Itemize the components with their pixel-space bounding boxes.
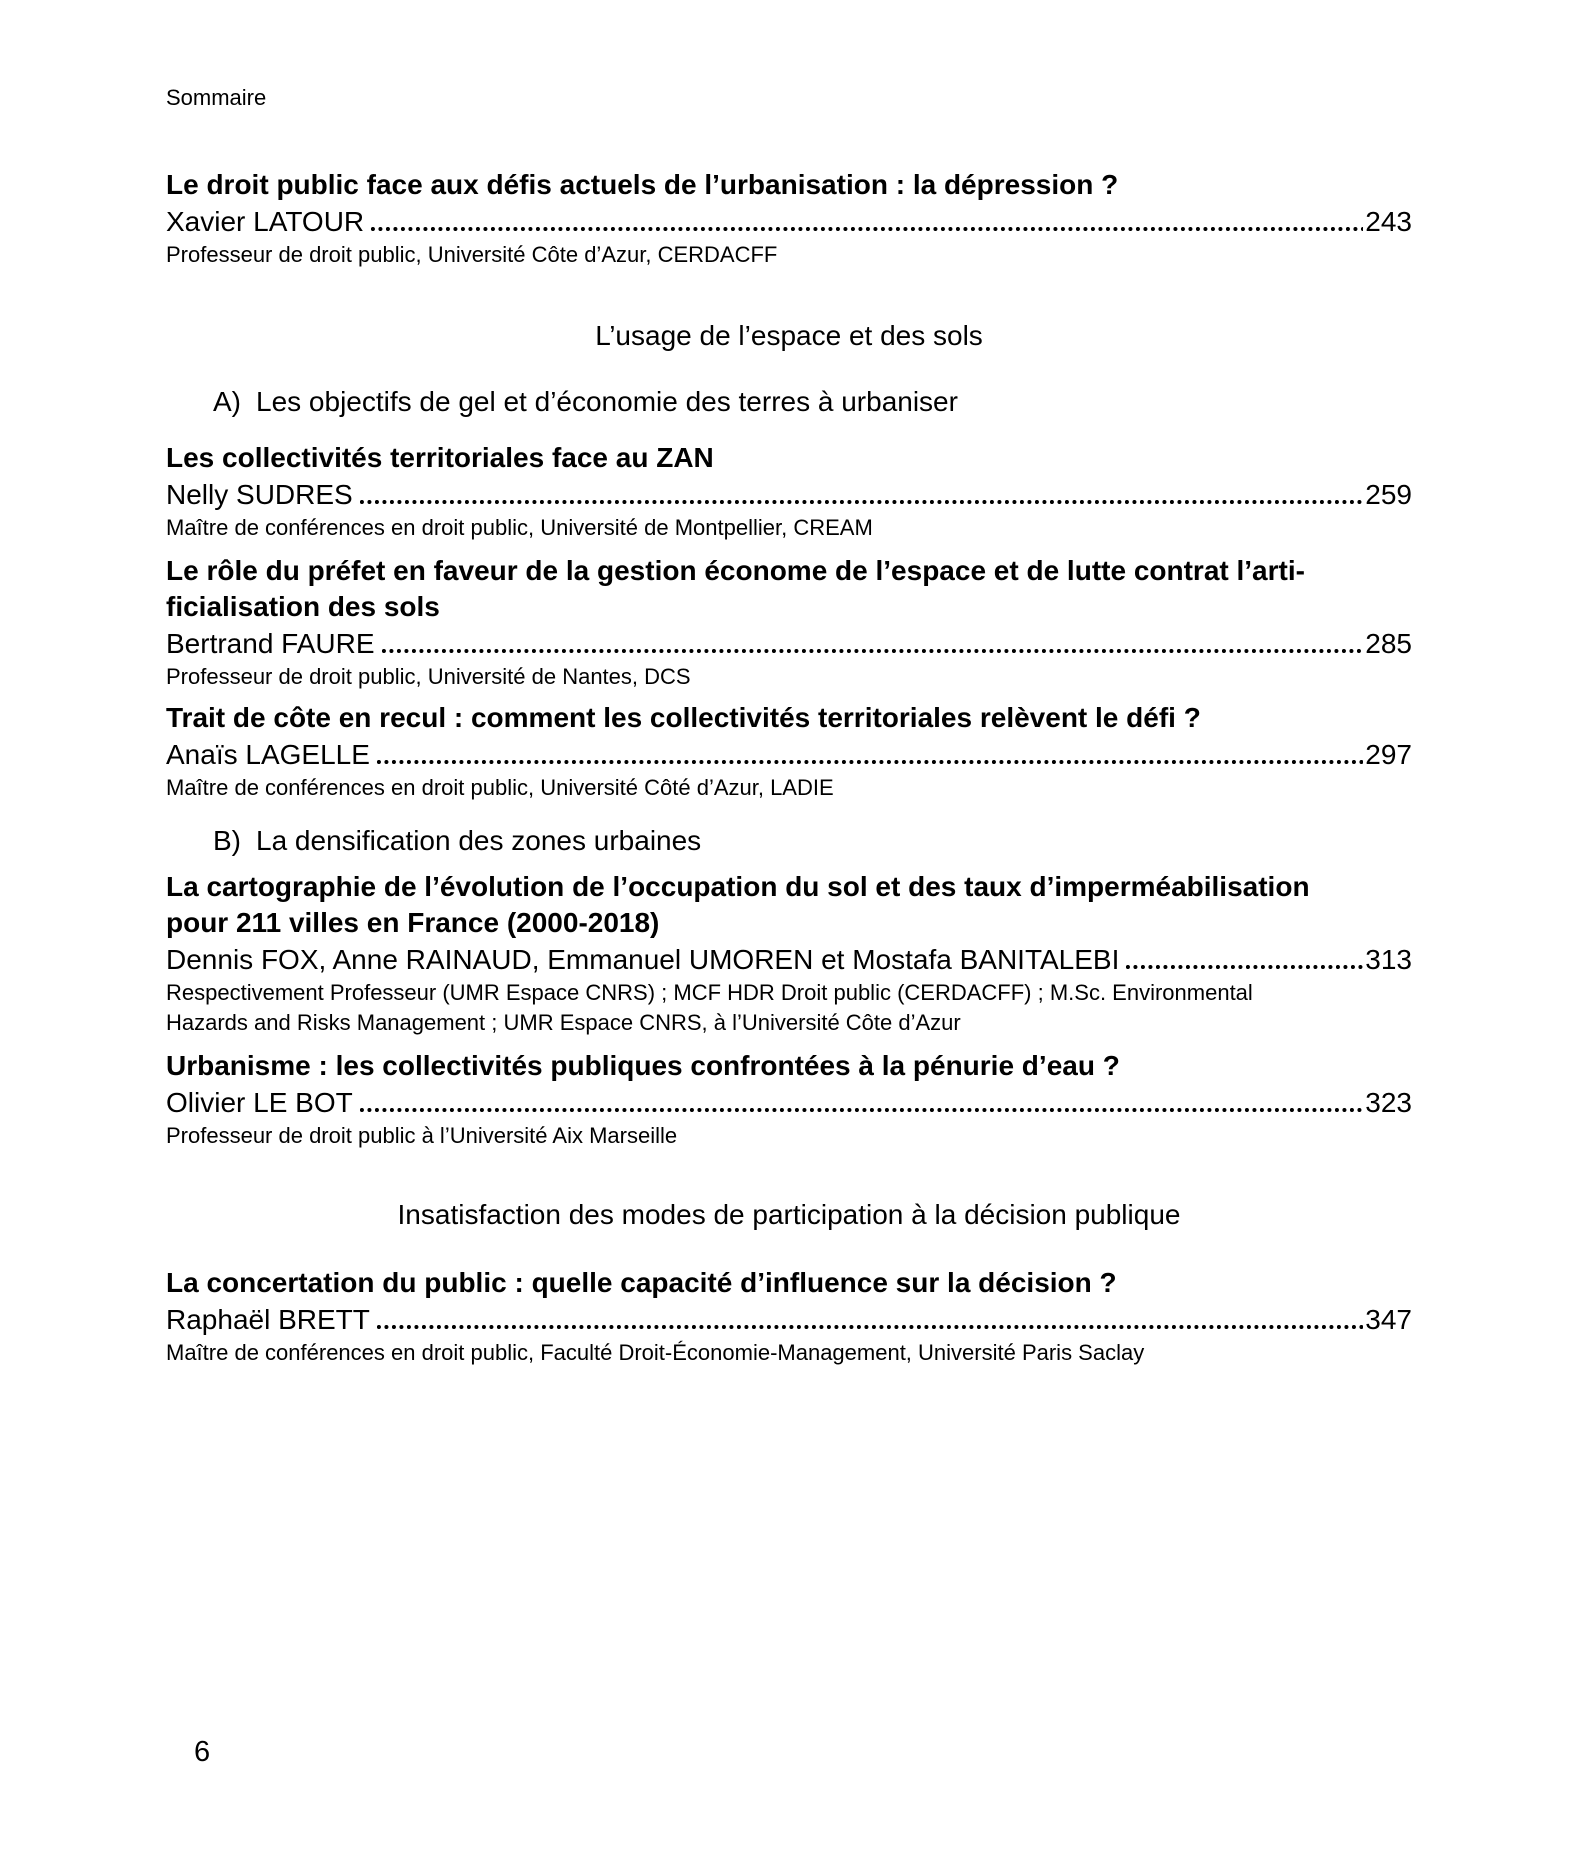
toc-entry: [166, 700, 1412, 803]
subsection-label: B): [213, 825, 241, 856]
toc-entry: [166, 1048, 1412, 1151]
toc-entry-title-line-2: pour 211 villes en France (2000-2018): [166, 907, 660, 938]
dot-leader: [360, 500, 1364, 504]
toc-entry-page-number: 259: [1365, 479, 1412, 510]
toc-entry-title-line-2: ficialisation des sols: [166, 591, 440, 622]
toc-entry-author: Bertrand FAURE: [166, 628, 375, 659]
toc-entry-affiliation: Professeur de droit public à l’Université Aix Marseille: [166, 1123, 678, 1148]
toc-entry-author-line: [166, 941, 1412, 978]
toc-entry-page-number: 313: [1365, 944, 1412, 975]
toc-entry: [166, 167, 1412, 270]
toc-entry-affiliation: Professeur de droit public, Université Côte d’Azur, CERDACFF: [166, 242, 778, 267]
toc-entry: [166, 440, 1412, 543]
toc-entry-author: Nelly SUDRES: [166, 479, 353, 510]
toc-entry-page-number: 323: [1365, 1087, 1412, 1118]
toc-entry-author: Xavier LATOUR: [166, 206, 365, 237]
dot-leader: [1126, 965, 1363, 969]
toc-entry-author-line: [166, 203, 1412, 240]
toc-entry: [166, 553, 1412, 692]
page-header-label: Sommaire: [166, 85, 267, 110]
toc-entry-title-line-1: Le rôle du préfet en faveur de la gestion économe de l’espace et de lutte contrat l’arti-: [166, 555, 1305, 586]
dot-leader: [382, 649, 1364, 653]
toc-entry-author-line: [166, 476, 1412, 513]
dot-leader: [360, 1108, 1364, 1112]
toc-entry-author: Olivier LE BOT: [166, 1087, 353, 1118]
toc-entry-title: Trait de côte en recul : comment les collectivités territoriales relèvent le défi ?: [166, 702, 1201, 733]
subsection-label: A): [213, 386, 241, 417]
dot-leader: [371, 227, 1363, 231]
toc-entry-title: Urbanisme : les collectivités publiques confrontées à la pénurie d’eau ?: [166, 1050, 1120, 1081]
subsection-heading-a: [166, 384, 1412, 420]
toc-entry-title-line-1: La cartographie de l’évolution de l’occupation du sol et des taux d’imperméabilisation: [166, 871, 1310, 902]
toc-entry-author: Raphaël BRETT: [166, 1304, 370, 1335]
toc-entry-author-line: [166, 736, 1412, 773]
toc-entry-title: Les collectivités territoriales face au ZAN: [166, 442, 714, 473]
subsection-text: La densification des zones urbaines: [256, 825, 702, 856]
page-number: 6: [194, 1736, 211, 1768]
toc-entry-page-number: 285: [1365, 628, 1412, 659]
toc-entry-affiliation: Professeur de droit public, Université de Nantes, DCS: [166, 664, 691, 689]
toc-entry-affiliation: Maître de conférences en droit public, Faculté Droit-Économie-Management, Université Paris Saclay: [166, 1340, 1145, 1365]
dot-leader: [377, 1325, 1363, 1329]
section-heading: L’usage de l’espace et des sols: [595, 320, 983, 351]
toc-entry-author-line: [166, 1084, 1412, 1121]
toc-entry-title: Le droit public face aux défis actuels de l’urbanisation : la dépression ?: [166, 169, 1119, 200]
subsection-text: Les objectifs de gel et d’économie des terres à urbaniser: [256, 386, 958, 417]
toc-entry-author-line: [166, 625, 1412, 662]
toc-entry-author: Anaïs LAGELLE: [166, 739, 370, 770]
toc-entry: [166, 1265, 1412, 1368]
toc-entry-title: La concertation du public : quelle capacité d’influence sur la décision ?: [166, 1267, 1117, 1298]
toc-entry-affiliation: Maître de conférences en droit public, Université de Montpellier, CREAM: [166, 515, 873, 540]
toc-entry-page-number: 347: [1365, 1304, 1412, 1335]
dot-leader: [377, 760, 1363, 764]
toc-entry-affiliation: Maître de conférences en droit public, Université Côté d’Azur, LADIE: [166, 775, 834, 800]
toc-entry-affiliation-line-2: Hazards and Risks Management ; UMR Espace CNRS, à l’Université Côte d’Azur: [166, 1010, 961, 1035]
toc-entry-page-number: 297: [1365, 739, 1412, 770]
toc-entry-page-number: 243: [1365, 206, 1412, 237]
toc-entry-author-line: [166, 1301, 1412, 1338]
toc-entry-author: Dennis FOX, Anne RAINAUD, Emmanuel UMOREN et Mostafa BANITALEBI: [166, 944, 1120, 975]
toc-entry: [166, 869, 1412, 1038]
subsection-heading-b: [166, 823, 1412, 859]
section-heading: Insatisfaction des modes de participation à la décision publique: [397, 1199, 1181, 1230]
toc-entry-affiliation-line-1: Respectivement Professeur (UMR Espace CNRS) ; MCF HDR Droit public (CERDACFF) ; M.Sc. Environmental: [166, 980, 1253, 1005]
